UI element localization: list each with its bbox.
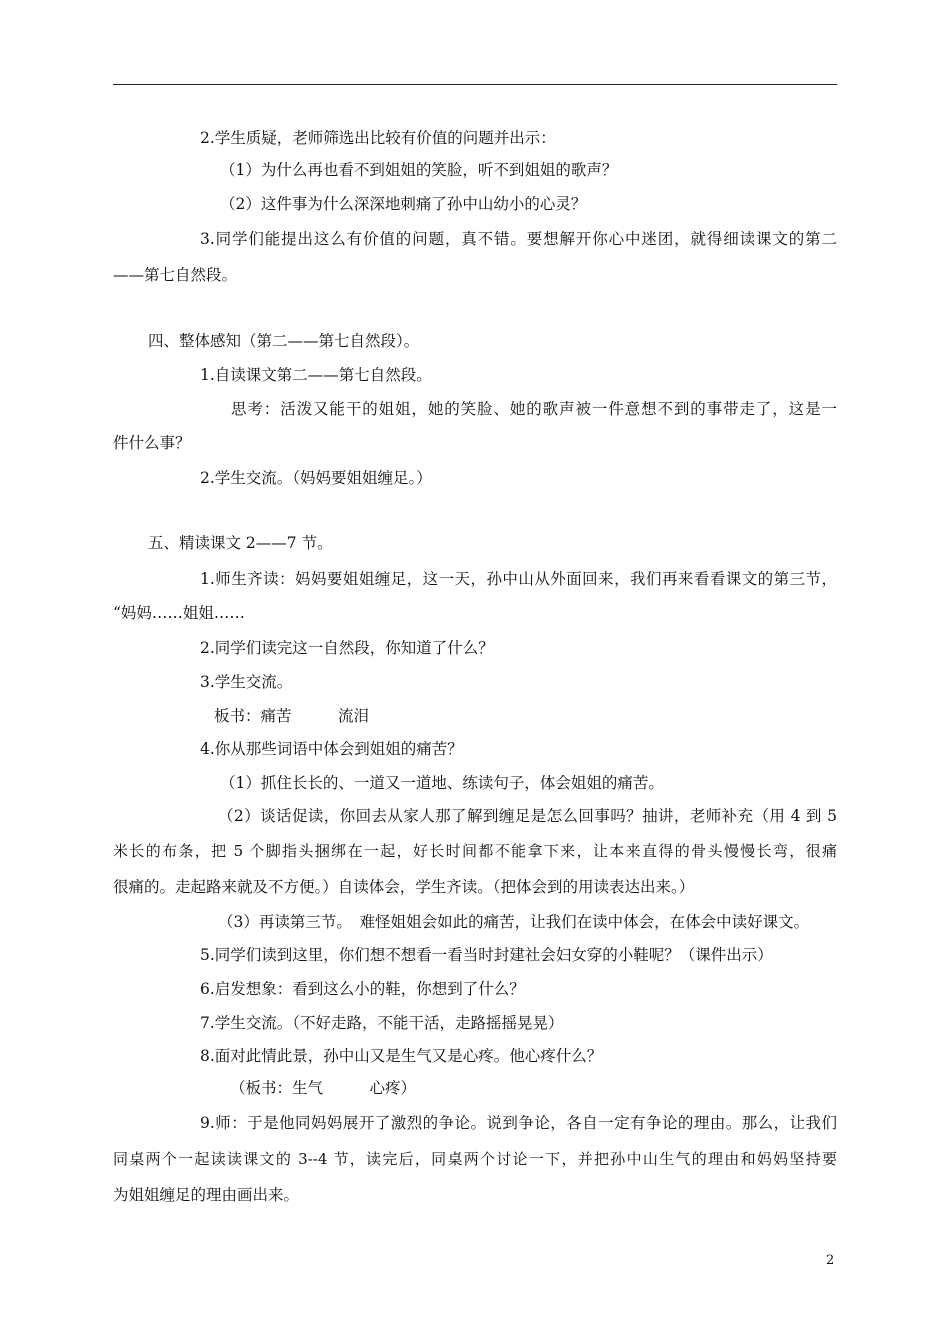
text-line: 思考：活泼又能干的姐姐，她的笑脸、她的歌声被一件意想不到的事带走了，这是一 <box>231 400 837 418</box>
header-rule <box>113 84 837 85</box>
text-line: 8.面对此情此景，孙中山又是生气又是心疼。他心疼什么？ <box>200 1047 603 1065</box>
text-line: 米长的布条，把 5 个脚指头捆绑在一起，好长时间都不能拿下来，让本来直得的骨头慢慢长弯，很痛 <box>113 842 837 860</box>
text-line: （1）为什么再也看不到姐姐的笑脸，听不到姐姐的歌声？ <box>220 161 618 179</box>
text-line: 1.自读课文第二——第七自然段。 <box>200 366 432 384</box>
text-line: 9.师：于是他同妈妈展开了激烈的争论。说到争论，各自一定有争论的理由。那么，让我们 <box>200 1114 837 1132</box>
text-line: 为姐姐缠足的理由画出来。 <box>113 1186 300 1204</box>
text-line: （3）再读第三节。 难怪姐姐会如此的痛苦，让我们在读中体会，在体会中读好课文。 <box>218 913 810 931</box>
board-note: 板书：痛苦 流泪 <box>214 707 370 725</box>
text-line: 6.启发想象：看到这么小的鞋，你想到了什么？ <box>200 980 525 998</box>
text-line: 件什么事？ <box>113 434 191 452</box>
text-line: 3.同学们能提出这么有价值的问题，真不错。要想解开你心中迷团，就得细读课文的第二 <box>200 230 837 248</box>
text-line: 4.你从那些词语中体会到姐姐的痛苦？ <box>200 740 463 758</box>
text-line: 1.师生齐读：妈妈要姐姐缠足，这一天，孙中山从外面回来，我们再来看看课文的第三节， <box>200 570 837 588</box>
text-line: （2）这件事为什么深深地刺痛了孙中山幼小的心灵？ <box>220 195 587 213</box>
text-line: 5.同学们读到这里，你们想不想看一看当时封建社会妇女穿的小鞋呢？（课件出示） <box>200 946 773 964</box>
section-heading: 五、精读课文 2——7 节。 <box>148 534 333 552</box>
page-number: 2 <box>826 1253 835 1268</box>
text-line: （2）谈话促读，你回去从家人那了解到缠足是怎么回事吗？抽讲，老师补充（用 4 到 5 <box>218 807 837 825</box>
text-line: （1）抓住长长的、一道又一道地、练读句子，体会姐姐的痛苦。 <box>220 774 664 792</box>
text-line: 很痛的。走起路来就及不方便。）自读体会，学生齐读。（把体会到的用读表达出来。） <box>113 878 695 896</box>
text-line: 2.学生质疑，老师筛选出比较有价值的问题并出示： <box>200 129 556 147</box>
board-note: （板书：生气 心疼） <box>230 1079 417 1097</box>
text-line: 3.学生交流。 <box>200 673 293 691</box>
text-line: 2.同学们读完这一自然段，你知道了什么？ <box>200 639 494 657</box>
text-line: 同桌两个一起读读课文的 3--4 节，读完后，同桌两个讨论一下，并把孙中山生气的理由和妈妈坚持要 <box>113 1150 837 1168</box>
text-line: 2.学生交流。（妈妈要姐姐缠足。） <box>200 469 432 487</box>
text-line: “妈妈……姐姐…… <box>113 604 245 622</box>
text-line: 7.学生交流。（不好走路，不能干活，走路摇摇晃晃） <box>200 1014 564 1032</box>
text-line: ——第七自然段。 <box>113 266 238 284</box>
section-heading: 四、整体感知（第二——第七自然段）。 <box>148 332 420 350</box>
